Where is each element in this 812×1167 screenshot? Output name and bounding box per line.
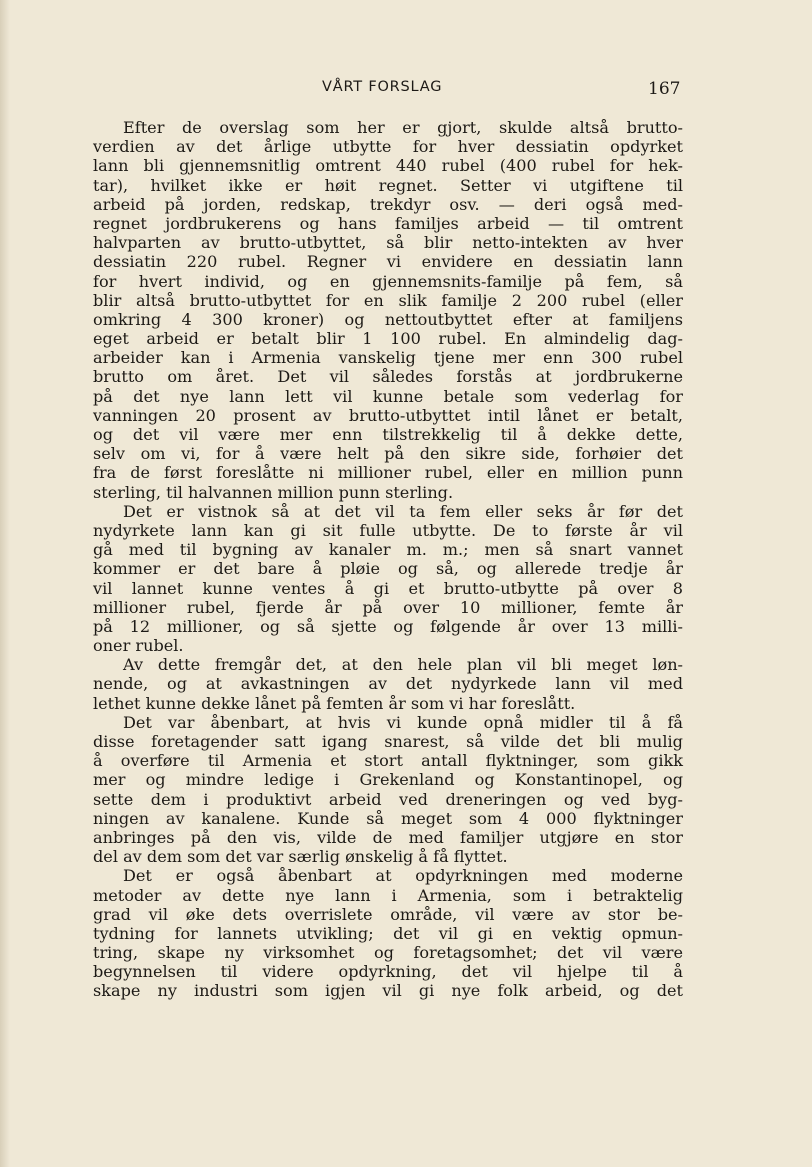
text-line: blir altså brutto-utbyttet for en slik familje 2 200 rubel (eller [93, 290, 683, 310]
text-line: tring, skape ny virksomhet og foretagsomhet; det vil være [93, 943, 683, 963]
text-line: skape ny industri som igjen vil gi nye folk arbeid, og det [93, 981, 683, 1001]
text-line: Det er vistnok så at det vil ta fem eller seks år før det [123, 501, 683, 521]
text-line: Det var åbenbart, at hvis vi kunde opnå midler til å få [123, 712, 683, 732]
text-line: millioner rubel, fjerde år på over 10 millioner, femte år [93, 597, 683, 617]
text-line: verdien av det årlige utbytte for hver dessiatin opdyrket [93, 137, 683, 157]
text-line: å overføre til Armenia et stort antall flyktninger, som gikk [93, 751, 683, 771]
text-line: Det er også åbenbart at opdyrkningen med moderne [123, 866, 683, 886]
text-line: grad vil øke dets overrislete område, vil være av stor be- [93, 904, 683, 924]
running-header [0, 79, 812, 101]
text-line: på det nye lann lett vil kunne betale som vederlag for [93, 386, 683, 406]
body-text [93, 118, 683, 1001]
text-line: og det vil være mer enn tilstrekkelig til å dekke dette, [93, 425, 683, 444]
text-line: disse foretagender satt igang snarest, så vilde det bli mulig [93, 732, 683, 751]
text-line: ningen av kanalene. Kunde så meget som 4 000 flyktninger [93, 808, 683, 828]
page-number: 167 [648, 79, 681, 99]
text-line: tydning for lannets utvikling; det vil gi en vektig opmun- [93, 923, 683, 943]
text-line: mer og mindre ledige i Grekenland og Konstantinopel, og [93, 770, 683, 790]
text-line: for hvert individ, og en gjennemsnits-familje på fem, så [93, 271, 683, 291]
text-line: kommer er det bare å pløie og så, og allerede tredje år [93, 559, 683, 579]
text-line: arbeid på jorden, redskap, trekdyr osv. — deri også med- [93, 194, 683, 214]
text-line: brutto om året. Det vil således forstås at jordbrukerne [93, 367, 683, 387]
text-line: nende, og at avkastningen av det nydyrkede lann vil med [93, 674, 683, 694]
text-line: Av dette fremgår det, at den hele plan vil bli meget løn- [123, 655, 683, 675]
text-line: gå med til bygning av kanaler m. m.; men så snart vannet [93, 540, 683, 560]
page-edge-shadow [0, 0, 10, 1167]
text-line: tar), hvilket ikke er høit regnet. Setter vi utgiftene til [93, 175, 683, 195]
text-line: eget arbeid er betalt blir 1 100 rubel. En almindelig dag- [93, 329, 683, 349]
text-line: oner rubel. [93, 636, 184, 656]
text-line: vanningen 20 prosent av brutto-utbyttet intil lånet er betalt, [93, 405, 683, 425]
text-line: nydyrkete lann kan gi sit fulle utbytte. De to første år vil [93, 520, 683, 540]
text-line: del av dem som det var særlig ønskelig å få flyttet. [93, 847, 508, 867]
text-line: fra de først foreslåtte ni millioner rubel, eller en million punn [93, 463, 683, 483]
text-line: lann bli gjennemsnitlig omtrent 440 rubel (400 rubel for hek- [93, 156, 683, 176]
text-line: arbeider kan i Armenia vanskelig tjene mer enn 300 rubel [93, 348, 683, 368]
text-line: anbringes på den vis, vilde de med familjer utgjøre en stor [93, 827, 683, 847]
text-line: vil lannet kunne ventes å gi et brutto-utbytte på over 8 [93, 578, 683, 598]
running-title: VÅRT FORSLAG [322, 79, 443, 95]
text-line: dessiatin 220 rubel. Regner vi envidere en dessiatin lann [93, 252, 683, 272]
text-line: sterling, til halvannen million punn sterling. [93, 482, 454, 502]
text-line: lethet kunne dekke lånet på femten år som vi har foreslått. [93, 693, 576, 713]
text-line: Efter de overslag som her er gjort, skulde altså brutto- [123, 118, 683, 137]
text-line: halvparten av brutto-utbyttet, så blir netto-intekten av hver [93, 233, 683, 253]
text-line: omkring 4 300 kroner) og nettoutbyttet efter at familjens [93, 309, 683, 329]
text-line: begynnelsen til videre opdyrkning, det vil hjelpe til å [93, 962, 683, 982]
text-line: regnet jordbrukerens og hans familjes arbeid — til omtrent [93, 213, 683, 233]
text-line: selv om vi, for å være helt på den sikre side, forhøier det [93, 444, 683, 464]
text-line: sette dem i produktivt arbeid ved dreneringen og ved byg- [93, 789, 683, 809]
text-line: metoder av dette nye lann i Armenia, som i betraktelig [93, 885, 683, 905]
text-line: på 12 millioner, og så sjette og følgende år over 13 milli- [93, 616, 683, 636]
